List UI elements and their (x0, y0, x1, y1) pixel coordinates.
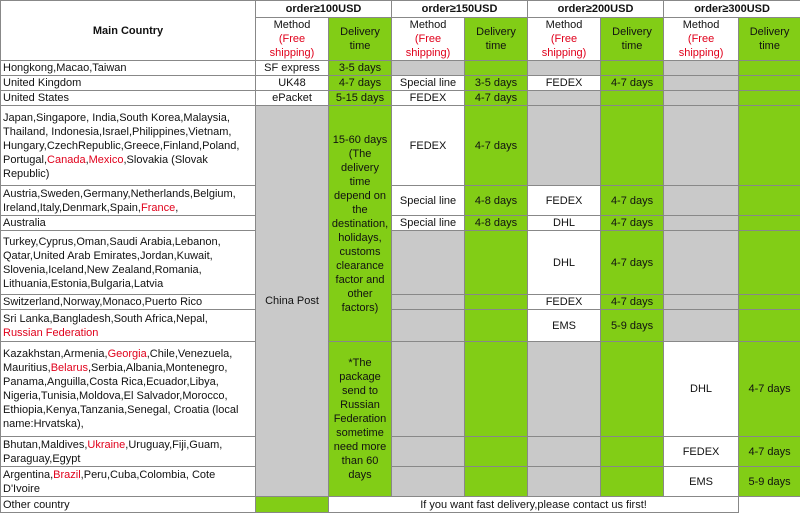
empty-cell (528, 437, 601, 467)
delivery-time-cell: 4-7 days (465, 91, 528, 106)
delivery-time-cell: 3-5 days (329, 61, 392, 76)
delivery-time-cell: 4-7 days (601, 216, 664, 231)
delivery-time-cell: 4-7 days (465, 106, 528, 186)
method-cell: FEDEX (664, 437, 739, 467)
delivery-time-cell: 4-7 days (601, 231, 664, 295)
empty-cell (739, 310, 800, 342)
empty-cell (528, 106, 601, 186)
method-cell: FEDEX (392, 91, 465, 106)
country-cell: Switzerland,Norway,Monaco,Puerto Rico (1, 295, 256, 310)
empty-cell (739, 231, 800, 295)
table-row (1, 295, 800, 310)
method-cell: FEDEX (392, 106, 465, 186)
empty-cell (601, 342, 664, 437)
delivery-time-cell: 4-8 days (465, 186, 528, 216)
delivery-time-cell: 5-9 days (739, 467, 800, 497)
empty-cell (739, 186, 800, 216)
empty-cell (601, 437, 664, 467)
contact-note: If you want fast delivery,please contact us first! (329, 497, 739, 513)
empty-cell (465, 437, 528, 467)
empty-cell (664, 216, 739, 231)
table-row (1, 106, 800, 186)
method-header: Method (Free shipping) (664, 18, 739, 61)
method-header: Method (Free shipping) (392, 18, 465, 61)
country-cell: United States (1, 91, 256, 106)
table-row (1, 497, 800, 513)
empty-cell (601, 91, 664, 106)
china-post-delivery-time-cell: 15-60 days (The delivery time depend on the destination, holidays, customs clearance factor and other factors) (329, 106, 392, 342)
table-row (1, 216, 800, 231)
empty-cell (601, 61, 664, 76)
table-row (1, 437, 800, 467)
empty-cell (664, 61, 739, 76)
delivery-time-header: Delivery time (329, 18, 392, 61)
table-row (1, 61, 800, 76)
table-row (1, 231, 800, 295)
china-post-method-cell: China Post (256, 106, 329, 497)
russia-note-cell: *The package send to Russian Federation sometime need more than 60 days (329, 342, 392, 497)
empty-cell (392, 437, 465, 467)
empty-cell (664, 76, 739, 91)
country-cell: Bhutan,Maldives,Ukraine,Uruguay,Fiji,Guam, Paraguay,Egypt (1, 437, 256, 467)
empty-cell (528, 342, 601, 437)
empty-cell (664, 106, 739, 186)
method-cell: FEDEX (528, 186, 601, 216)
method-cell: UK48 (256, 76, 329, 91)
tier-150-header: order≥150USD (392, 1, 528, 18)
tier-300-header: order≥300USD (664, 1, 800, 18)
empty-cell (739, 106, 800, 186)
country-cell: Other country (1, 497, 256, 513)
empty-cell (392, 295, 465, 310)
delivery-time-header: Delivery time (739, 18, 800, 61)
delivery-time-cell: 4-7 days (601, 186, 664, 216)
empty-cell (528, 91, 601, 106)
method-cell: DHL (528, 231, 601, 295)
delivery-time-header: Delivery time (601, 18, 664, 61)
empty-cell (465, 295, 528, 310)
method-cell: Special line (392, 76, 465, 91)
method-cell: EMS (664, 467, 739, 497)
delivery-time-cell: 4-7 days (601, 295, 664, 310)
empty-cell (739, 295, 800, 310)
table-row (1, 310, 800, 342)
table-row (1, 91, 800, 106)
method-cell: EMS (528, 310, 601, 342)
empty-cell (392, 310, 465, 342)
empty-cell (465, 61, 528, 76)
method-cell: Special line (392, 216, 465, 231)
method-cell: FEDEX (528, 295, 601, 310)
method-cell: SF express (256, 61, 329, 76)
delivery-time-cell: 5-15 days (329, 91, 392, 106)
country-cell: Kazakhstan,Armenia,Georgia,Chile,Venezuela, Mauritius,Belarus,Serbia,Albania,Montenegro, Panama,Anguilla,Costa Rica,Ecuador,Libya, Nigeria,Tunisia,Moldova,El Salvador,Morocco, Ethiopia,Kenya,Tanzania,Senegal, Croatia (local name:Hrvatska), (1, 342, 256, 437)
method-cell: DHL (664, 342, 739, 437)
empty-cell (664, 295, 739, 310)
empty-cell (739, 216, 800, 231)
delivery-time-cell: 4-7 days (739, 342, 800, 437)
empty-cell (528, 467, 601, 497)
method-cell: ePacket (256, 91, 329, 106)
delivery-time-cell: 3-5 days (465, 76, 528, 91)
empty-cell (256, 497, 329, 513)
empty-cell (739, 61, 800, 76)
delivery-time-cell: 5-9 days (601, 310, 664, 342)
tier-100-header: order≥100USD (256, 1, 392, 18)
empty-cell (664, 91, 739, 106)
delivery-time-cell: 4-7 days (601, 76, 664, 91)
table-row (1, 186, 800, 216)
table-row (1, 76, 800, 91)
empty-cell (392, 342, 465, 437)
tier-200-header: order≥200USD (528, 1, 664, 18)
empty-cell (601, 467, 664, 497)
empty-cell (528, 61, 601, 76)
empty-cell (739, 91, 800, 106)
empty-cell (664, 186, 739, 216)
delivery-time-cell: 4-8 days (465, 216, 528, 231)
empty-cell (392, 61, 465, 76)
country-cell: Australia (1, 216, 256, 231)
empty-cell (664, 310, 739, 342)
country-cell: United Kingdom (1, 76, 256, 91)
empty-cell (465, 231, 528, 295)
country-cell: Japan,Singapore, India,South Korea,Malaysia, Thailand, Indonesia,Israel,Philippines,Vietnam, Hungary,CzechRepublic,Greece,Finland,Poland, Portugal,Canada,Mexico,Slovakia (Slovak Republic) (1, 106, 256, 186)
table-row (1, 342, 800, 437)
empty-cell (392, 231, 465, 295)
country-cell: Turkey,Cyprus,Oman,Saudi Arabia,Lebanon, Qatar,United Arab Emirates,Jordan,Kuwait, Slovenia,Iceland,New Zealand,Romania, Lithuania,Estonia,Bulgaria,Latvia (1, 231, 256, 295)
empty-cell (664, 231, 739, 295)
table-row (1, 467, 800, 497)
method-header: Method (Free shipping) (256, 18, 329, 61)
empty-cell (465, 467, 528, 497)
empty-cell (392, 467, 465, 497)
empty-cell (739, 76, 800, 91)
country-cell: Hongkong,Macao,Taiwan (1, 61, 256, 76)
method-cell: DHL (528, 216, 601, 231)
method-cell: Special line (392, 186, 465, 216)
empty-cell (601, 106, 664, 186)
country-cell: Argentina,Brazil,Peru,Cuba,Colombia, Cote D'Ivoire (1, 467, 256, 497)
main-country-header: Main Country (1, 1, 256, 61)
country-cell: Austria,Sweden,Germany,Netherlands,Belgium, Ireland,Italy,Denmark,Spain,France, (1, 186, 256, 216)
delivery-time-cell: 4-7 days (739, 437, 800, 467)
country-cell: Sri Lanka,Bangladesh,South Africa,Nepal, Russian Federation (1, 310, 256, 342)
method-cell: FEDEX (528, 76, 601, 91)
delivery-time-header: Delivery time (465, 18, 528, 61)
empty-cell (465, 342, 528, 437)
empty-cell (465, 310, 528, 342)
method-header: Method (Free shipping) (528, 18, 601, 61)
delivery-time-cell: 4-7 days (329, 76, 392, 91)
